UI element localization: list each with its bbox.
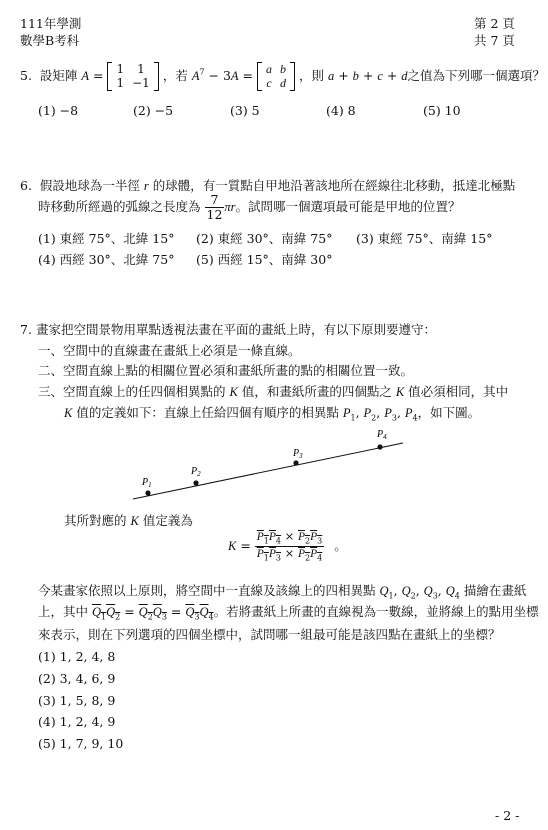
q7-option-2: (2) 3, 4, 6, 9 bbox=[38, 671, 116, 686]
diagram-line bbox=[133, 443, 403, 499]
q7-option-4: (4) 1, 2, 4, 9 bbox=[38, 714, 116, 729]
q6-option-1: (1) 東經 75°、北緯 15° bbox=[38, 231, 175, 246]
exam-title: 111年學測 bbox=[20, 16, 82, 31]
q7-rule-1: 一、空間中的直線畫在畫紙上必須是一條直線。 bbox=[38, 343, 301, 358]
point-p1 bbox=[145, 490, 150, 495]
subject-label: 數學B考科 bbox=[20, 33, 80, 48]
q5-number: 5. bbox=[20, 67, 32, 83]
point-p3 bbox=[293, 460, 298, 465]
q6-line-2: 時移動所經過的弧線之長度為 $\frac{7}{12}$ πr。試問哪一個選項最可能是甲地的位置？ bbox=[38, 192, 461, 222]
q7-rule-2: 二、空間直線上點的相關位置必須和畫紙所畫的點的相關位置一致。 bbox=[38, 363, 414, 378]
q7-intro: 7. 畫家把空間景物用單點透視法畫在平面的畫紙上時，有以下原則要遵守： bbox=[20, 322, 436, 337]
q5-option-2: (2) −5 bbox=[133, 103, 174, 118]
k-formula: K = $\frac{P_1P_4 \times P_2P_3}{P_1P_3 \times P_2P_4}$ 。 bbox=[228, 529, 347, 563]
q7-para-2: 上，其中 $Q_1Q_2 = Q_2Q_3 = Q_3Q_4$。若將畫紙上所畫的直線視為一數線，並將線上的點用坐標 bbox=[38, 604, 539, 622]
q6-option-4: (4) 西經 30°、北緯 75° bbox=[38, 252, 175, 267]
q5-option-4: (4) 8 bbox=[326, 103, 356, 118]
q6-option-5: (5) 西經 15°、南緯 30° bbox=[196, 252, 333, 267]
label-p3: $P_3$ bbox=[293, 448, 303, 460]
q7-para-3: 來表示，則在下列選項的四個坐標中，試問哪一組最可能是該四點在畫紙上的坐標？ bbox=[38, 627, 501, 642]
q5-option-1: (1) −8 bbox=[38, 103, 79, 118]
q7-option-1: (1) 1, 2, 4, 8 bbox=[38, 649, 116, 664]
page-footer: - 2 - bbox=[495, 808, 520, 823]
k-definition-label: 其所對應的 K 值定義為 bbox=[64, 513, 193, 528]
page-number-label: 第 2 頁 bbox=[474, 16, 515, 31]
q6-fraction: $\frac{7}{12}$ bbox=[206, 192, 223, 222]
label-p4: $P_4$ bbox=[377, 429, 387, 441]
q7-option-5: (5) 1, 7, 9, 10 bbox=[38, 736, 124, 751]
label-p2: $P_2$ bbox=[191, 466, 201, 478]
matrix-a: 1 1 1 −1 bbox=[107, 62, 158, 91]
q6-option-2: (2) 東經 30°、南緯 75° bbox=[196, 231, 333, 246]
q7-option-3: (3) 1, 5, 8, 9 bbox=[38, 693, 116, 708]
q5-option-3: (3) 5 bbox=[230, 103, 260, 118]
q6-option-3: (3) 東經 75°、南緯 15° bbox=[356, 231, 493, 246]
q7-rule-3: 三、空間直線上的任四個相異點的 K 值，和畫紙所畫的四個點之 K 值必須相同，其中 bbox=[38, 384, 509, 399]
matrix-b: a b c d bbox=[257, 62, 295, 91]
total-pages-label: 共 7 頁 bbox=[474, 33, 515, 48]
q5-option-5: (5) 10 bbox=[423, 103, 461, 118]
label-p1: $P_1$ bbox=[142, 477, 152, 489]
q6-line-1: 6. 假設地球為一半徑 r 的球體，有一質點自甲地沿著該地所在經線往北移動，抵達北極點 bbox=[20, 178, 516, 193]
q7-rule-3-cont: K 值的定義如下：直線上任給四個有順序的相異點 $P_1$, $P_2$, $P_3$, $P_4$，如下圖。 bbox=[64, 405, 481, 423]
question-5: 5. 設矩陣 A = 1 1 1 −1 ，若 $A^7 - 3A$ = a b c d ，則 a + b + c + d之值為下列哪一個選項？ bbox=[20, 62, 546, 91]
point-p2 bbox=[193, 480, 198, 485]
q7-para-1: 今某畫家依照以上原則，將空間中一直線及該線上的四相異點 $Q_1$, $Q_2$, $Q_3$, $Q_4$ 描繪在畫紙 bbox=[38, 583, 527, 601]
point-p4 bbox=[377, 444, 382, 449]
